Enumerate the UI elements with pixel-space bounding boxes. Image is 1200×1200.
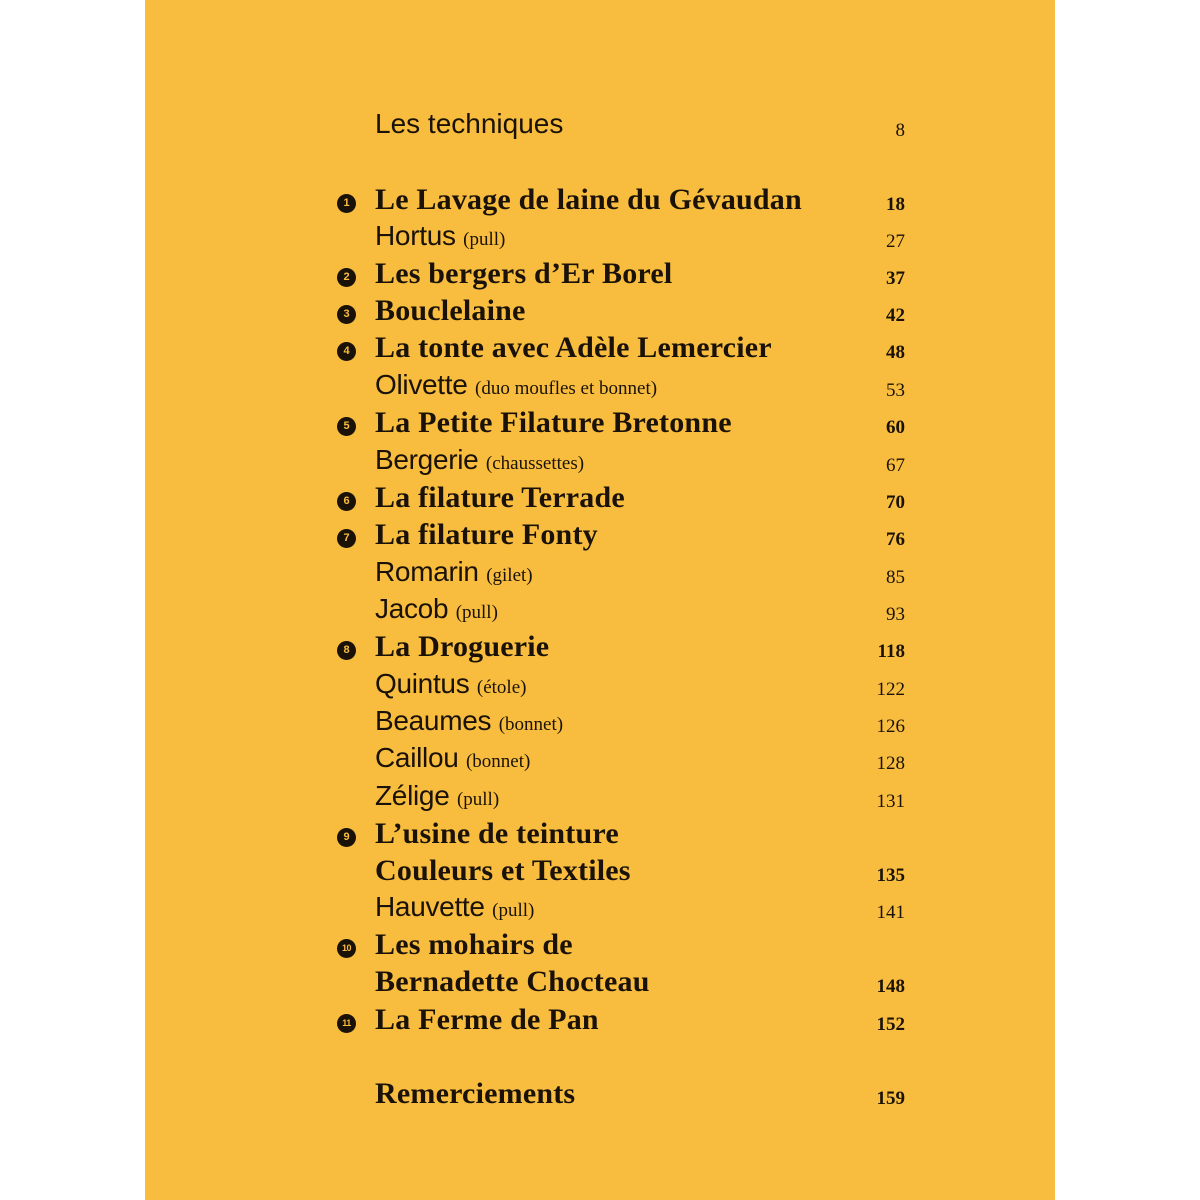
chapter-number-badge: 7: [337, 529, 356, 548]
toc-page-number: 122: [876, 679, 905, 700]
toc-page-number: 93: [886, 604, 905, 625]
chapter-number-badge: 10: [337, 939, 356, 958]
chapter-number-badge: 8: [337, 641, 356, 660]
toc-chapter-title: Les bergers d’Er Borel: [375, 257, 673, 290]
toc-pattern-name: Olivette: [375, 369, 468, 400]
toc-page-number: 118: [877, 641, 905, 662]
toc-pattern-name: Bergerie: [375, 444, 479, 475]
chapter-number-badge: 6: [337, 492, 356, 511]
toc-page: [145, 0, 1055, 1200]
toc-pattern-title: [375, 742, 530, 774]
toc-pattern-name: Beaumes: [375, 705, 492, 736]
toc-pattern-title: [375, 705, 563, 737]
toc-page-number: 135: [876, 865, 905, 886]
toc-page-number: 42: [886, 305, 905, 326]
toc-pattern-note: (pull): [455, 602, 498, 623]
chapter-number-badge: 11: [337, 1014, 356, 1033]
toc-pattern-title: [375, 593, 498, 625]
toc-page-number: 37: [886, 268, 905, 289]
toc-page-number: 53: [886, 380, 905, 401]
chapter-number-badge: 5: [337, 417, 356, 436]
toc-chapter-title: L’usine de teinture: [375, 817, 619, 850]
chapter-number-badge: 2: [337, 268, 356, 287]
toc-page-number: 67: [886, 455, 905, 476]
chapter-number-badge: 1: [337, 194, 356, 213]
toc-page-number: 131: [876, 791, 905, 812]
toc-pattern-note: (bonnet): [465, 751, 531, 772]
toc-page-number: 48: [886, 342, 905, 363]
toc-page-number: 70: [886, 492, 905, 513]
toc-page-number: 27: [886, 231, 905, 252]
toc-pattern-note: (pull): [456, 789, 500, 810]
toc-pattern-title: [375, 369, 657, 401]
toc-pattern-title: [375, 556, 533, 588]
toc-pattern-name: Caillou: [375, 742, 459, 773]
toc-pattern-title: [375, 891, 534, 923]
toc-chapter-title: La Petite Filature Bretonne: [375, 406, 732, 439]
toc-chapter-title: Les mohairs de: [375, 928, 573, 961]
chapter-number-badge: 3: [337, 305, 356, 324]
toc-pattern-name: Hortus: [375, 220, 456, 251]
toc-chapter-title: La filature Terrade: [375, 481, 625, 514]
toc-pattern-name: Jacob: [375, 593, 449, 624]
toc-intro-page: 8: [895, 120, 905, 141]
toc-outro-title: Remerciements: [375, 1077, 576, 1110]
toc-intro-title: Les techniques: [375, 108, 564, 139]
toc-chapter-title: Le Lavage de laine du Gévaudan: [375, 183, 802, 216]
toc-pattern-name: Zélige: [375, 780, 450, 811]
toc-pattern-title: [375, 668, 526, 700]
toc-pattern-note: (chaussettes): [485, 453, 585, 474]
toc-chapter-title: La Droguerie: [375, 630, 550, 663]
chapter-number-badge: 9: [337, 828, 356, 847]
toc-page-number: 148: [876, 976, 905, 997]
toc-chapter-title: Bouclelaine: [375, 294, 526, 327]
toc-chapter-title-line2: Couleurs et Textiles: [375, 854, 631, 887]
toc-outro-page: 159: [876, 1088, 905, 1109]
toc-pattern-note: (gilet): [486, 565, 533, 586]
toc-chapter-title: La Ferme de Pan: [375, 1003, 599, 1036]
toc-pattern-title: [375, 444, 584, 476]
toc-page-number: 128: [876, 753, 905, 774]
toc-pattern-title: [375, 780, 499, 812]
toc-chapter-title-line2: Bernadette Chocteau: [375, 965, 650, 998]
toc-page-number: 85: [886, 567, 905, 588]
toc-page-number: 18: [886, 194, 905, 215]
toc-page-number: 141: [876, 902, 905, 923]
toc-page-number: 60: [886, 417, 905, 438]
toc-page-number: 126: [876, 716, 905, 737]
toc-pattern-note: (pull): [463, 229, 506, 250]
toc-pattern-note: (duo moufles et bonnet): [475, 378, 658, 399]
toc-chapter-title: La tonte avec Adèle Lemercier: [375, 331, 772, 364]
toc-pattern-note: (bonnet): [498, 714, 564, 735]
toc-page-number: 76: [886, 529, 905, 550]
toc-pattern-name: Hauvette: [375, 891, 485, 922]
toc-pattern-name: Romarin: [375, 556, 479, 587]
toc-pattern-name: Quintus: [375, 668, 470, 699]
toc-pattern-note: (étole): [476, 677, 527, 698]
toc-page-number: 152: [876, 1014, 905, 1035]
toc-pattern-note: (pull): [492, 900, 535, 921]
chapter-number-badge: 4: [337, 342, 356, 361]
toc-pattern-title: [375, 220, 505, 252]
toc-chapter-title: La filature Fonty: [375, 518, 598, 551]
